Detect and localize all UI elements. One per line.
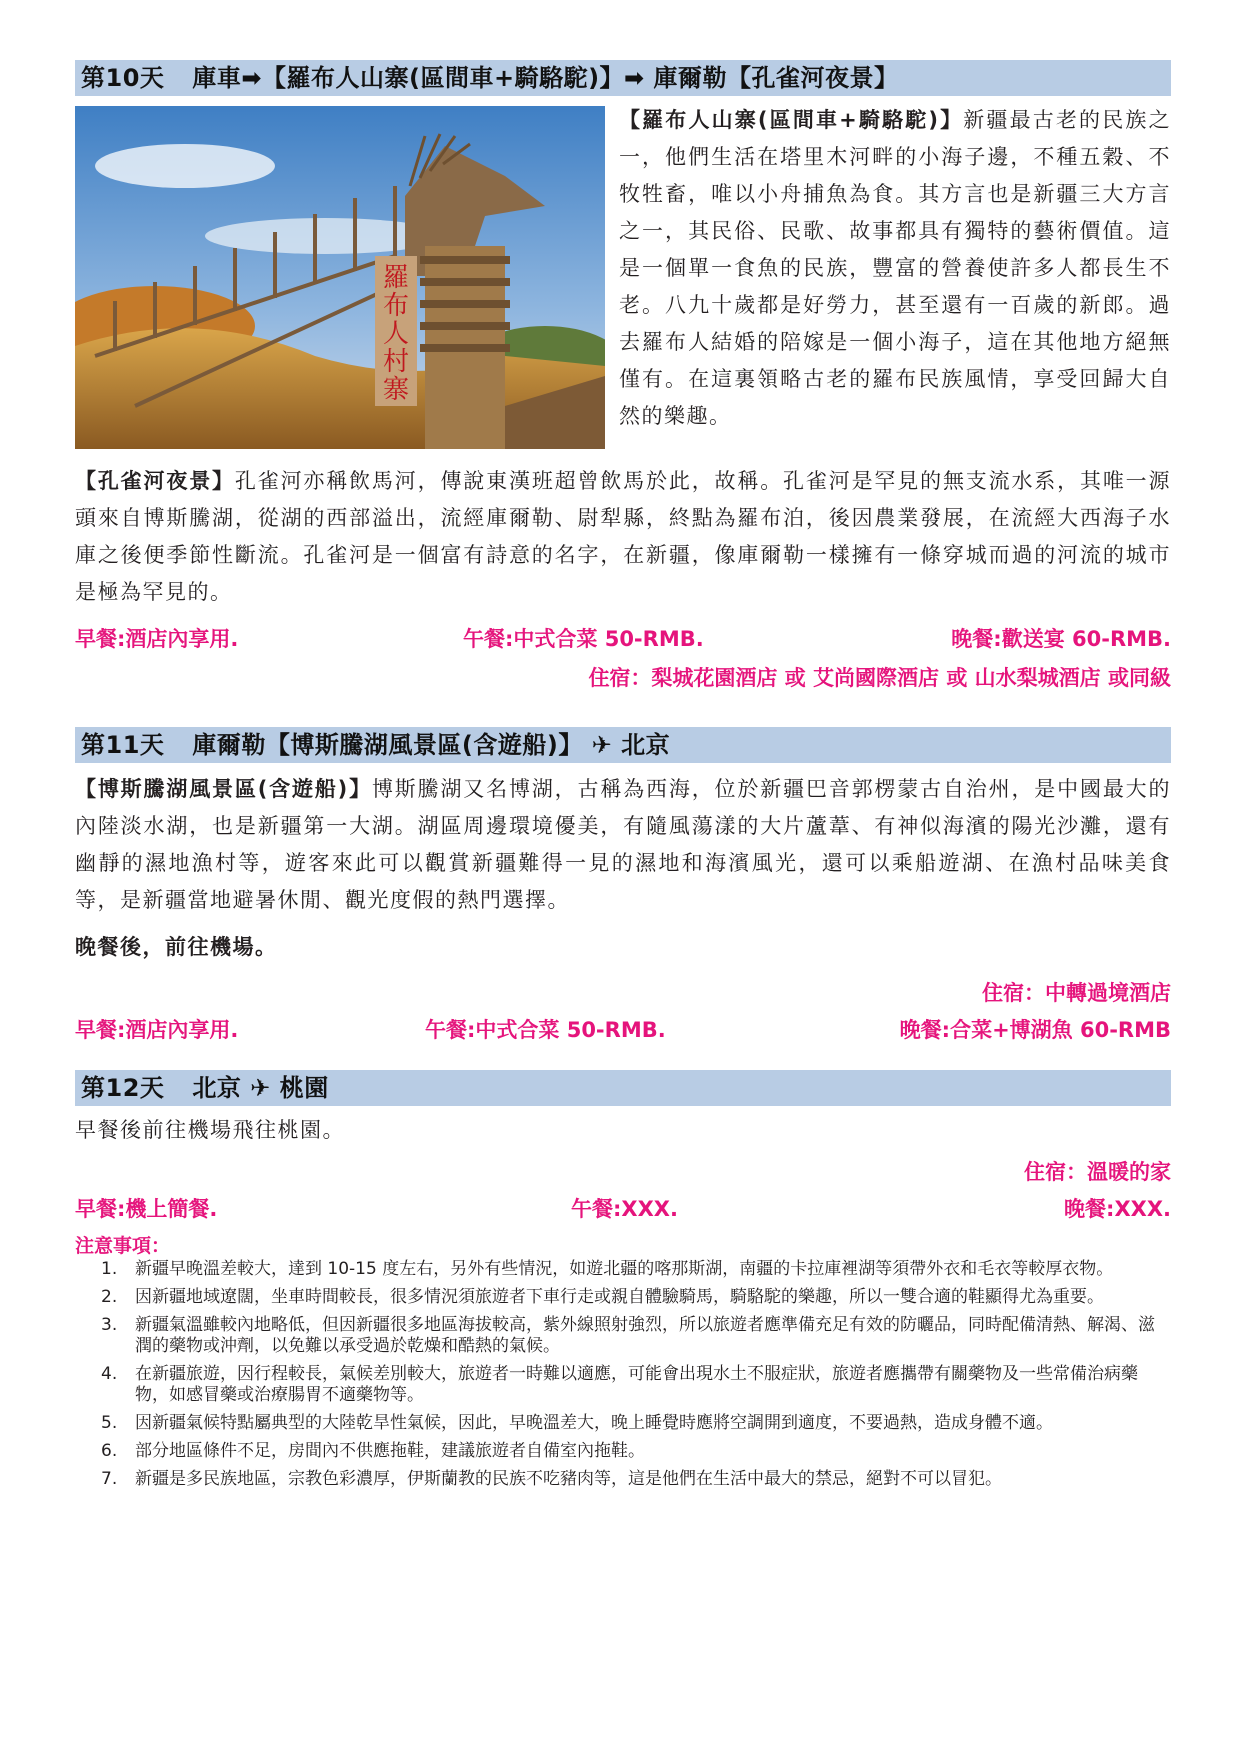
day12-label: 第12天 <box>81 1074 165 1102</box>
day10-meals <box>75 623 1171 659</box>
day10-accommodation: 住宿：梨城花園酒店 或 艾尚國際酒店 或 山水梨城酒店 或同級 <box>588 666 1171 690</box>
day11-lunch: 午餐:中式合菜 50-RMB. <box>425 1018 666 1042</box>
list-item: 1. 新疆早晚溫差較大，達到 10-15 度左右，另外有些情況，如遊北疆的喀那斯湖，南疆的卡拉庫裡湖等須帶外衣和毛衣等較厚衣物。 <box>101 1259 1114 1279</box>
day10-body <box>75 102 1171 457</box>
luobu-village-photo <box>75 106 605 449</box>
day10-peacock-description <box>75 463 1171 611</box>
day12-breakfast: 早餐:機上簡餐. <box>75 1197 218 1221</box>
day12-lunch: 午餐:XXX. <box>571 1197 678 1221</box>
list-item: 2. 因新疆地域遼闊，坐車時間較長，很多情況須旅遊者下車行走或親自體驗騎馬，騎駱駝的樂趣，所以一雙合適的鞋顯得尤為重要。 <box>101 1287 1104 1307</box>
svg-text:村: 村 <box>382 347 410 377</box>
day11-bosten-title: 【博斯騰湖風景區(含遊船)】 <box>75 777 372 801</box>
day11-meals <box>75 1014 1171 1050</box>
day11-header <box>75 727 1171 763</box>
day12-text: 早餐後前往機場飛往桃園。 <box>75 1118 345 1142</box>
list-item: 4. 在新疆旅遊，因行程較長，氣候差別較大，旅遊者一時難以適應，可能會出現水土不服症狀，旅遊者應攜帶有關藥物及一些常備治病藥物，如感冒藥或治療腸胃不適藥物等。 <box>101 1364 1138 1405</box>
day10-route: 庫車➡【羅布人山寨(區間車+騎駱駝)】➡ 庫爾勒【孔雀河夜景】 <box>192 64 899 92</box>
day10-label: 第10天 <box>81 64 165 92</box>
day11-after-dinner: 晚餐後，前往機場。 <box>75 935 278 959</box>
svg-text:人: 人 <box>382 319 410 349</box>
day11-breakfast: 早餐:酒店內享用. <box>75 1018 239 1042</box>
day12-accommodation: 住宿：溫暖的家 <box>1024 1160 1171 1184</box>
day11-label: 第11天 <box>81 731 165 759</box>
svg-text:布: 布 <box>382 291 410 321</box>
day10-luobu-title: 【羅布人山寨(區間車+騎駱駝)】 <box>619 108 964 132</box>
list-item: 7. 新疆是多民族地區，宗教色彩濃厚，伊斯蘭教的民族不吃豬肉等，這是他們在生活中最大的禁忌，絕對不可以冒犯。 <box>101 1469 1002 1489</box>
day10-peacock-text: 孔雀河亦稱飲馬河，傳說東漢班超曾飲馬於此，故稱。孔雀河是罕見的無支流水系，其唯一源頭來自博斯騰湖，從湖的西部溢出，流經庫爾勒、尉犁縣，終點為羅布泊，後因農業發展，在流經大西海子水庫之後便季節性斷流。孔雀河是一個富有詩意的名字，在新疆，像庫爾勒一樣擁有一條穿城而過的河流的城市是極為罕見的。 <box>75 469 1172 604</box>
day12-header <box>75 1070 1171 1106</box>
day11-route: 庫爾勒【博斯騰湖風景區(含遊船)】 ✈ 北京 <box>192 731 671 759</box>
svg-text:寨: 寨 <box>382 375 410 405</box>
day10-lunch: 午餐:中式合菜 50-RMB. <box>463 627 704 651</box>
day10-luobu-text: 新疆最古老的民族之一，他們生活在塔里木河畔的小海子邊，不種五穀、不牧牲畜，唯以小舟捕魚為食。其方言也是新疆三大方言之一，其民俗、民歌、故事都具有獨特的藝術價值。這是一個單一食魚的民族，豐富的營養使許多人都長生不老。八九十歲都是好勞力，甚至還有一百歲的新郎。過去羅布人結婚的陪嫁是一個小海子，這在其他地方絕無僅有。在這裏領略古老的羅布民族風情，享受回歸大自然的樂趣。 <box>619 108 1171 428</box>
day12-meals <box>75 1193 1171 1229</box>
day10-peacock-title: 【孔雀河夜景】 <box>75 469 235 493</box>
day10-breakfast: 早餐:酒店內享用. <box>75 627 239 651</box>
notes-title: 注意事項： <box>75 1235 171 1257</box>
day12-route: 北京 ✈ 桃園 <box>192 1074 329 1102</box>
day10-dinner: 晚餐:歡送宴 60-RMB. <box>951 627 1171 651</box>
itinerary-page <box>75 60 1171 1497</box>
day11-bosten-text: 博斯騰湖又名博湖，古稱為西海，位於新疆巴音郭楞蒙古自治州，是中國最大的內陸淡水湖，也是新疆第一大湖。湖區周邊環境優美，有隨風蕩漾的大片蘆葦、有神似海濱的陽光沙灘，還有幽靜的濕地漁村等，遊客來此可以觀賞新疆難得一見的濕地和海濱風光，還可以乘船遊湖、在漁村品味美食等，是新疆當地避暑休閒、觀光度假的熱門選擇。 <box>75 777 1171 912</box>
day12-dinner: 晚餐:XXX. <box>1064 1197 1171 1221</box>
day11-bosten-description <box>75 771 1171 919</box>
day11-dinner: 晚餐:合菜+博湖魚 60-RMB <box>899 1018 1171 1042</box>
day10-header <box>75 60 1171 96</box>
day11-accommodation: 住宿：中轉過境酒店 <box>982 981 1171 1005</box>
list-item: 6. 部分地區條件不足，房間內不供應拖鞋，建議旅遊者自備室內拖鞋。 <box>101 1441 645 1461</box>
svg-text:羅: 羅 <box>382 263 410 293</box>
list-item: 5. 因新疆氣候特點屬典型的大陸乾旱性氣候，因此，早晚溫差大，晚上睡覺時應將空調開到適度，不要過熱，造成身體不適。 <box>101 1413 1053 1433</box>
notes-list <box>75 1259 1171 1490</box>
list-item: 3. 新疆氣溫雖較內地略低，但因新疆很多地區海拔較高，紫外線照射強烈，所以旅遊者應準備充足有效的防曬品，同時配備清熱、解渴、滋潤的藥物或沖劑，以免難以承受過於乾燥和酷熱的氣候。 <box>101 1315 1155 1356</box>
